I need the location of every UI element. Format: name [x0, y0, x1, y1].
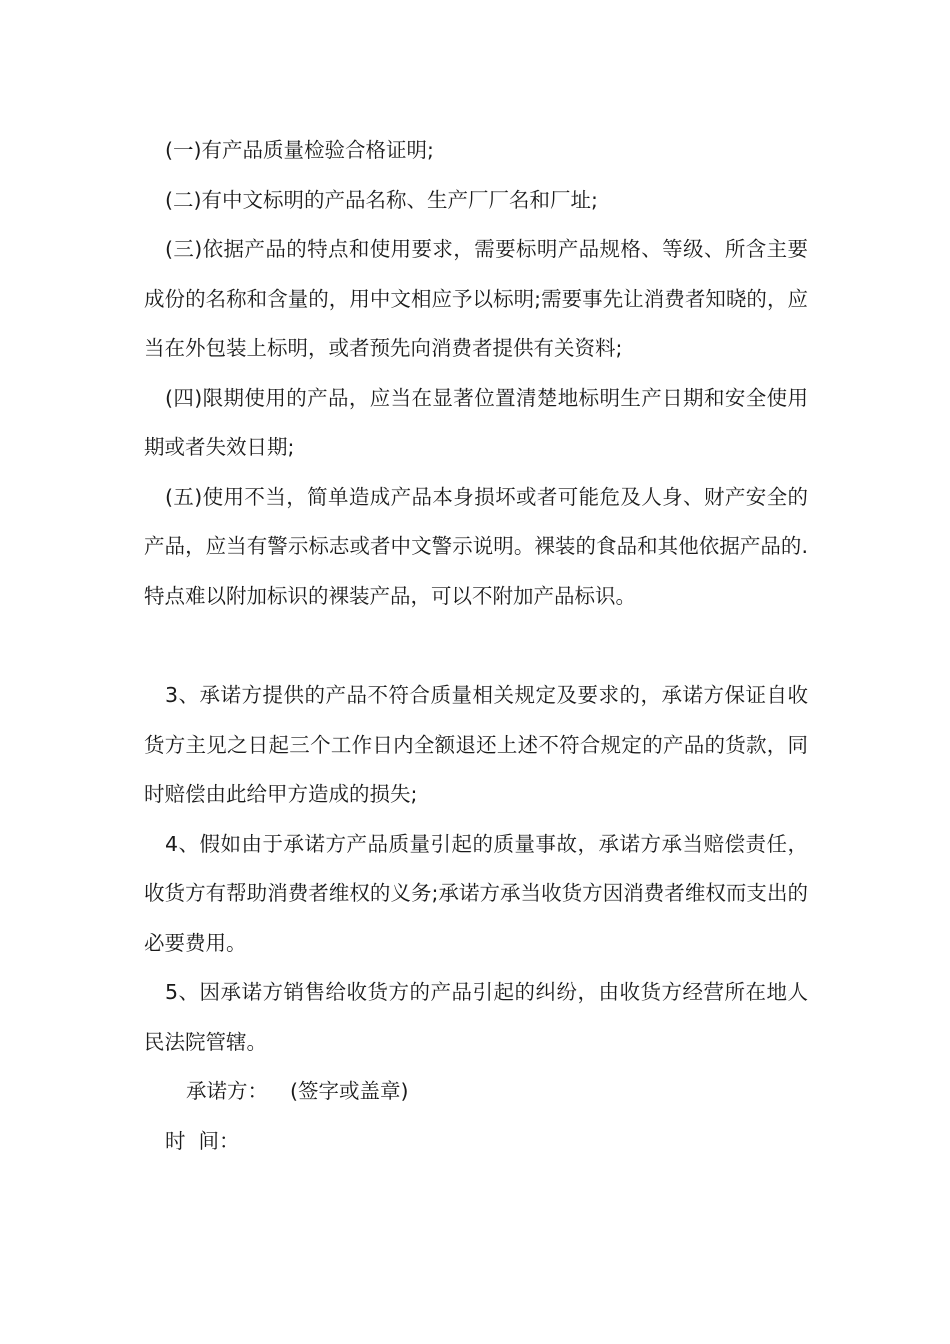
clause-3: (三)依据产品的特点和使用要求，需要标明产品规格、等级、所含主要成份的名称和含量的，用中文相应予以标明;需要事先让消费者知晓的，应当在外包装上标明，或者预先向消费者提供有关资料; — [144, 237, 808, 360]
time-line — [144, 1117, 808, 1167]
item-5: 5、因承诺方销售给收货方的产品引起的纠纷，由收货方经营所在地人民法院管辖。 — [144, 980, 808, 1054]
clause-4: (四)限期使用的产品，应当在显著位置清楚地标明生产日期和安全使用期或者失效日期; — [144, 385, 808, 459]
clause-2: (二)有中文标明的产品名称、生产厂厂名和厂址; — [165, 187, 598, 212]
document-body — [144, 126, 808, 1166]
time-label: 时 间： — [165, 1128, 240, 1153]
item-4: 4、假如由于承诺方产品质量引起的质量事故，承诺方承当赔偿责任，收货方有帮助消费者维权的义务;承诺方承当收货方因消费者维权而支出的必要费用。 — [144, 831, 808, 955]
clause-1: (一)有产品质量检验合格证明; — [165, 138, 434, 162]
item-3: 3、承诺方提供的产品不符合质量相关规定及要求的，承诺方保证自收货方主见之日起三个工作日内全额退还上述不符合规定的产品的货款，同时赔偿由此给甲方造成的损失; — [144, 683, 808, 806]
paragraph-gap — [144, 621, 808, 671]
clause-5: (五)使用不当，简单造成产品本身损坏或者可能危及人身、财产安全的产品，应当有警示标志或者中文警示说明。裸装的食品和其他依据产品的.特点难以附加标识的裸装产品，可以不附加产品标识。 — [144, 484, 808, 608]
signature-note: (签字或盖章) — [290, 1079, 409, 1103]
signature-label: 承诺方： — [186, 1079, 268, 1103]
signature-line — [144, 1067, 808, 1117]
